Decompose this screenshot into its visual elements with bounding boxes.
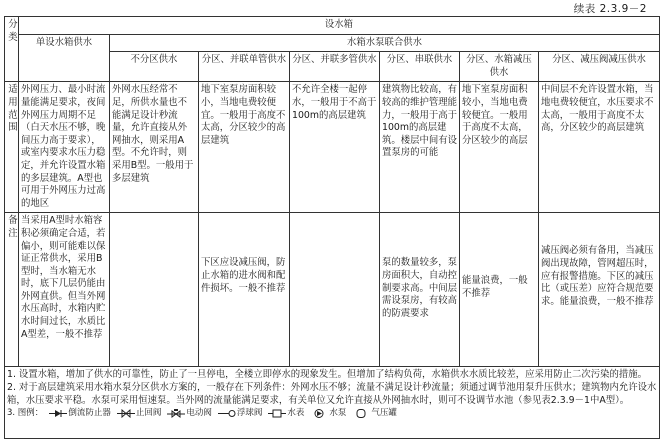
table-cell: 外网水压经常不足，所供水量也不能满足设计秒流量，允许直接从外网抽水，则采用A型。不允许时，则采用B型。一般用于多层建筑: [110, 82, 199, 213]
table-cell: 下区应设减压阀，防止水箱的进水阀和配件损坏。一般不推荐: [199, 213, 290, 367]
legend: [7, 407, 657, 420]
single-tank-header: 单设水箱供水: [19, 34, 110, 82]
combined-header: 水箱水泵联合供水: [110, 34, 660, 52]
solenoid-valve-icon: [167, 409, 185, 418]
note-line: 2. 对于高层建筑采用水箱水泵分区供水方案的，一般存在下列条件：外网水压不够；流量不满足设计秒流量；须通过调节池用泵升压供水；建筑物内允许设水箱，水压要求平稳。水泵可采用恒速泵。当外网的流量能满足要求，有关单位又允许直接从外网抽水时，则可不设调节水池（参见表2.3.9－1中A型）。: [7, 381, 657, 406]
pressure-tank-icon: [352, 409, 370, 418]
sub-header: 分区、减压阀减压供水: [539, 52, 660, 82]
table-cell: 外网压力、最小时流量能满足要求，夜间外网压力周期不足（白天水压不够，晚间压力高于要求），或室内要求水压力稳定，并允许设置水箱的多层建筑。A型也可用于外网压力过高的地区: [19, 82, 110, 213]
check-valve-icon: [49, 409, 67, 418]
notes-section: [5, 367, 660, 439]
legend-item: 水表: [268, 407, 304, 420]
table-cell: 地下室泵房面积较小，当地电费较便宜。一般用于高度不太高，分区较少的高层: [460, 82, 539, 213]
legend-item: 浮球阀: [218, 407, 263, 420]
table-cell: 地下室泵房面积较小，当地电费较便宜。一般用于高度不太高，分区较少的高层建筑: [199, 82, 290, 213]
category-header: 分类: [5, 17, 19, 82]
sub-header: 分区、并联多管供水: [290, 52, 380, 82]
legend-title: 3. 图例：: [7, 408, 44, 419]
legend-item: 水泵: [310, 407, 346, 420]
sub-header: 分区、串联供水: [380, 52, 460, 82]
table-cell: 建筑物比较高，有较高的维护管理能力，一般用于高于100m的高层建筑。楼层中间有设置泵房的可能: [380, 82, 460, 213]
table-cell: 不允许全楼一起停水，一般用于不高于100m的高层建筑: [290, 82, 380, 213]
table-cell: 能量浪费，一般不推荐: [460, 213, 539, 367]
sub-header: 分区、水箱减压供水: [460, 52, 539, 82]
group-header: 设水箱: [19, 17, 660, 35]
table-cell: 泵的数量较多，泵房面积大，自动控制要求高。中间层需设泵房，有较高的防震要求: [380, 213, 460, 367]
legend-item: 电动阀: [167, 407, 212, 420]
table-cell: 中间层不允许设置水箱，当地电费较便宜，水压要求不太高，一般用于高度不太高，分区较少的高层建筑: [539, 82, 660, 213]
legend-item: 倒流防止器: [49, 407, 111, 420]
legend-item: 止回阀: [117, 407, 162, 420]
pump-icon: [310, 409, 328, 418]
sub-header: 不分区供水: [110, 52, 199, 82]
table-cell: 当采用A型时水箱容积必须确定合适，若偏小，则可能难以保证正常供水，采用B型时，当水箱无水时，底下几层仍能由外网直供。但当外网水压高时，水箱内贮水时间过长，水质比A型差，一般不推荐: [19, 213, 110, 367]
water-meter-icon: [268, 409, 286, 418]
water-supply-table: [4, 16, 660, 439]
row-label: 适用范围: [5, 82, 19, 213]
stop-valve-icon: [117, 409, 135, 418]
legend-item: 气压罐: [352, 407, 397, 420]
table-cell: 减压阀必须有备用，当减压阀出现故障，管网超压时，应有报警措施。下区的减压比（或压差）应符合规范要求。能量浪费，一般不推荐: [539, 213, 660, 367]
float-valve-icon: [218, 409, 236, 418]
table-row: [5, 82, 660, 213]
table-caption: 续表 2.3.9－2: [573, 3, 647, 15]
row-label: 备注: [5, 213, 19, 367]
table-cell: [290, 213, 380, 367]
note-line: 1. 设置水箱，增加了供水的可靠性，防止了一旦停电，全楼立即停水的现象发生。但增加了结构负荷，水箱供水水质比较差，应采用防止二次污染的措施。: [7, 369, 648, 381]
table-row: [5, 213, 660, 367]
table-cell: [110, 213, 199, 367]
sub-header: 分区、并联单管供水: [199, 52, 290, 82]
